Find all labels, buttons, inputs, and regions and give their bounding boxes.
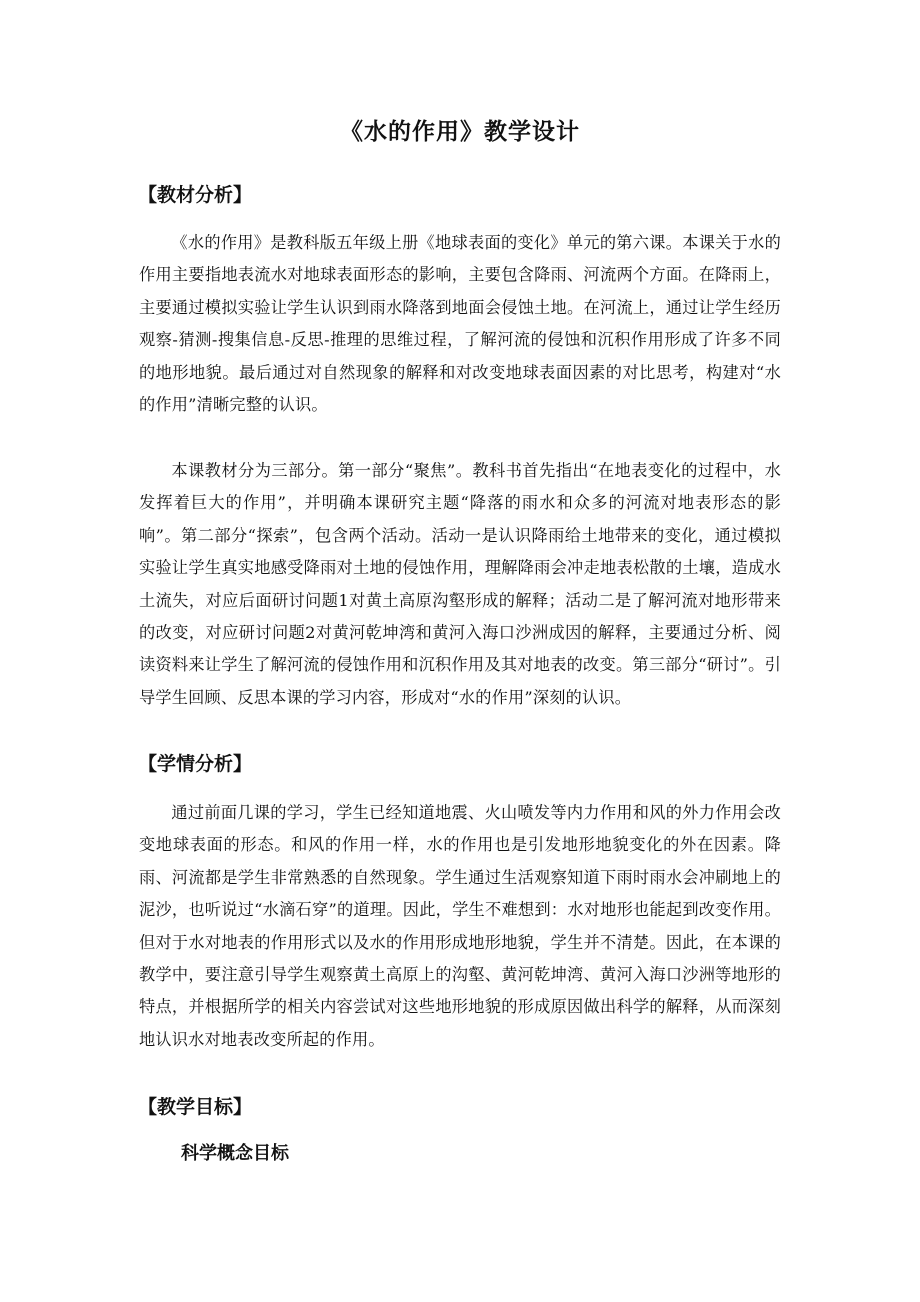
paragraph-material-analysis-1: 《水的作用》是教科版五年级上册《地球表面的变化》单元的第六课。本课关于水的作用主要指地表流水对地球表面形态的影响，主要包含降雨、河流两个方面。在降雨上，主要通过模拟实验让学生认识到雨水降落到地面会侵蚀土地。在河流上，通过让学生经历观察-猜测-搜集信息-反思-推理的思维过程，了解河流的侵蚀和沉积作用形成了许多不同的地形地貌。最后通过对自然现象的解释和对改变地球表面因素的对比思考，构建对“水的作用”清晰完整的认识。 [139,233,781,415]
subheading-science-concept-goals: 科学概念目标 [181,1143,289,1164]
document-title: 《水的作用》教学设计 [340,119,580,145]
paragraph-learner-analysis-1: 通过前面几课的学习，学生已经知道地震、火山喷发等内力作用和风的外力作用会改变地球表面的形态。和风的作用一样，水的作用也是引发地形地貌变化的外在因素。降雨、河流都是学生非常熟悉的自然现象。学生通过生活观察知道下雨时雨水会冲刷地上的泥沙，也听说过“水滴石穿”的道理。因此，学生不难想到：水对地形也能起到改变作用。但对于水对地表的作用形式以及水的作用形成地形地貌，学生并不清楚。因此，在本课的教学中，要注意引导学生观察黄土高原上的沟壑、黄河乾坤湾、黄河入海口沙洲等地形的特点，并根据所学的相关内容尝试对这些地形地貌的形成原因做出科学的解释，从而深刻地认识水对地表改变所起的作用。 [139,803,781,1049]
paragraph-material-analysis-2: 本课教材分为三部分。第一部分“聚焦”。教科书首先指出“在地表变化的过程中，水发挥着巨大的作用”，并明确本课研究主题“降落的雨水和众多的河流对地表形态的影响”。第二部分“探索”，包含两个活动。活动一是认识降雨给土地带来的变化，通过模拟实验让学生真实地感受降雨对土地的侵蚀作用，理解降雨会冲走地表松散的土壤，造成水土流失，对应后面研讨问题1对黄土高原沟壑形成的解释；活动二是了解河流对地形带来的改变，对应研讨问题2对黄河乾坤湾和黄河入海口沙洲成因的解释，主要通过分析、阅读资料来让学生了解河流的侵蚀作用和沉积作用及其对地表的改变。第三部分“研讨”。引导学生回顾、反思本课的学习内容，形成对“水的作用”深刻的认识。 [139,461,781,707]
section-heading-teaching-goals: 【教学目标】 [138,1096,253,1118]
section-heading-learner-analysis: 【学情分析】 [138,753,253,775]
section-heading-material-analysis: 【教材分析】 [138,184,253,206]
